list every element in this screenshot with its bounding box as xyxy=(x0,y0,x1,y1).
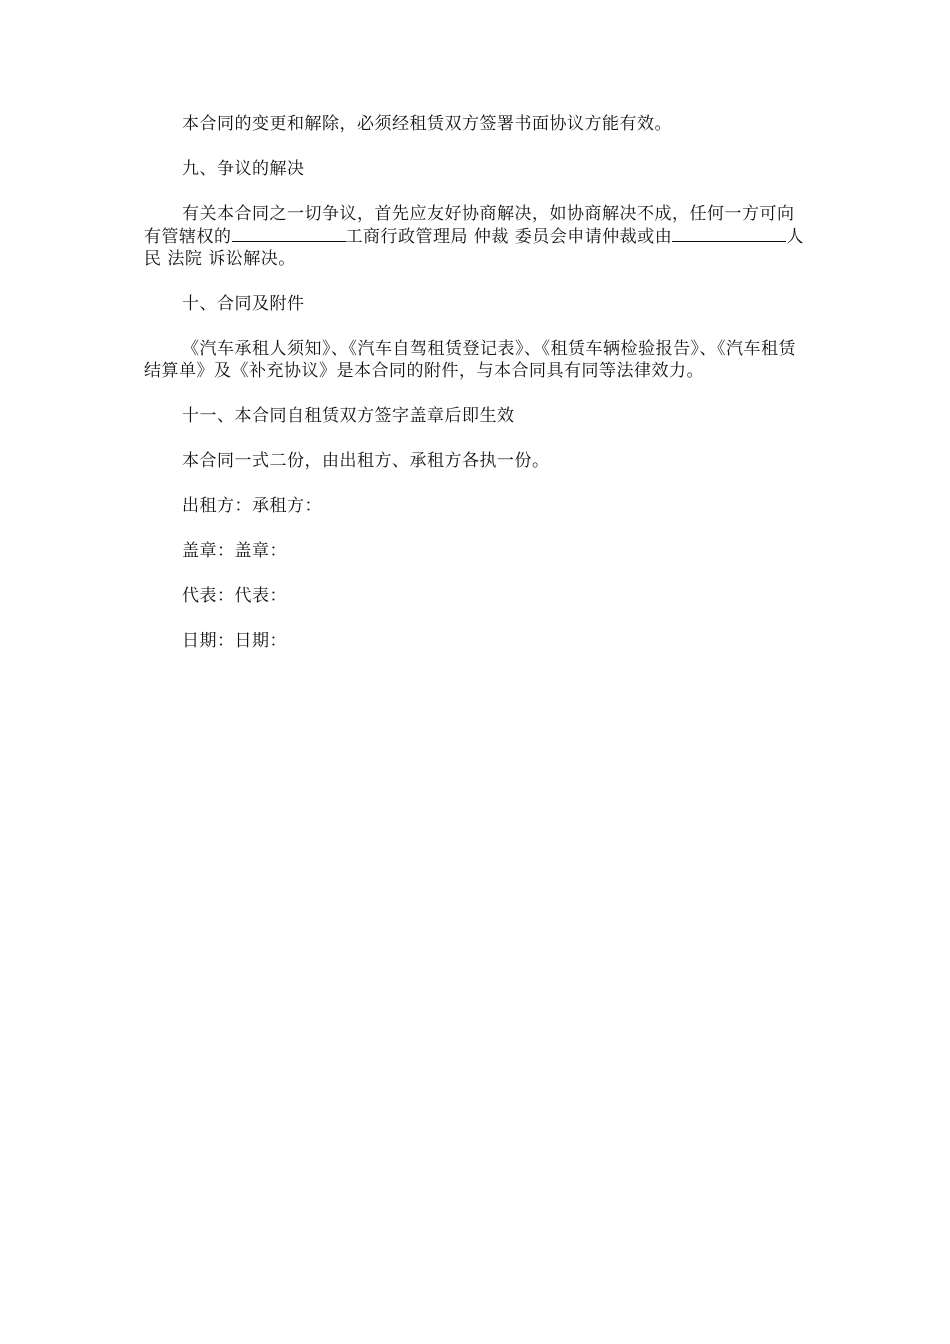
section-heading-annex: 十、合同及附件 xyxy=(182,294,305,314)
signature-date: 日期：日期： xyxy=(182,631,287,651)
copies-paragraph: 本合同一式二份，由出租方、承租方各执一份。 xyxy=(182,451,550,471)
dispute-text-b: 工商行政管理局 仲裁 委员会申请仲裁或由 xyxy=(345,227,673,247)
amendment-paragraph: 本合同的变更和解除，必须经租赁双方签署书面协议方能有效。 xyxy=(182,114,672,134)
dispute-paragraph xyxy=(144,203,808,270)
document-body xyxy=(144,113,808,652)
signature-parties: 出租方：承租方： xyxy=(182,496,322,516)
signature-seal: 盖章：盖章： xyxy=(182,541,287,561)
dispute-text-c: 人民 法院 诉讼解决。 xyxy=(144,227,804,269)
blank-line-admin-bureau xyxy=(232,225,346,242)
blank-line-court xyxy=(672,225,786,242)
signature-representative: 代表：代表： xyxy=(182,586,287,606)
dispute-text-a: 有关本合同之一切争议，首先应友好协商解决，如协商解决不成，任何一方可向有管辖权的 xyxy=(144,204,795,247)
section-heading-dispute: 九、争议的解决 xyxy=(182,159,305,179)
section-heading-effect: 十一、本合同自租赁双方签字盖章后即生效 xyxy=(182,406,515,426)
annex-paragraph: 《汽车承租人须知》、《汽车自驾租赁登记表》、《租赁车辆检验报告》、《汽车租赁结算单》及《补充协议》是本合同的附件，与本合同具有同等法律效力。 xyxy=(144,339,796,381)
